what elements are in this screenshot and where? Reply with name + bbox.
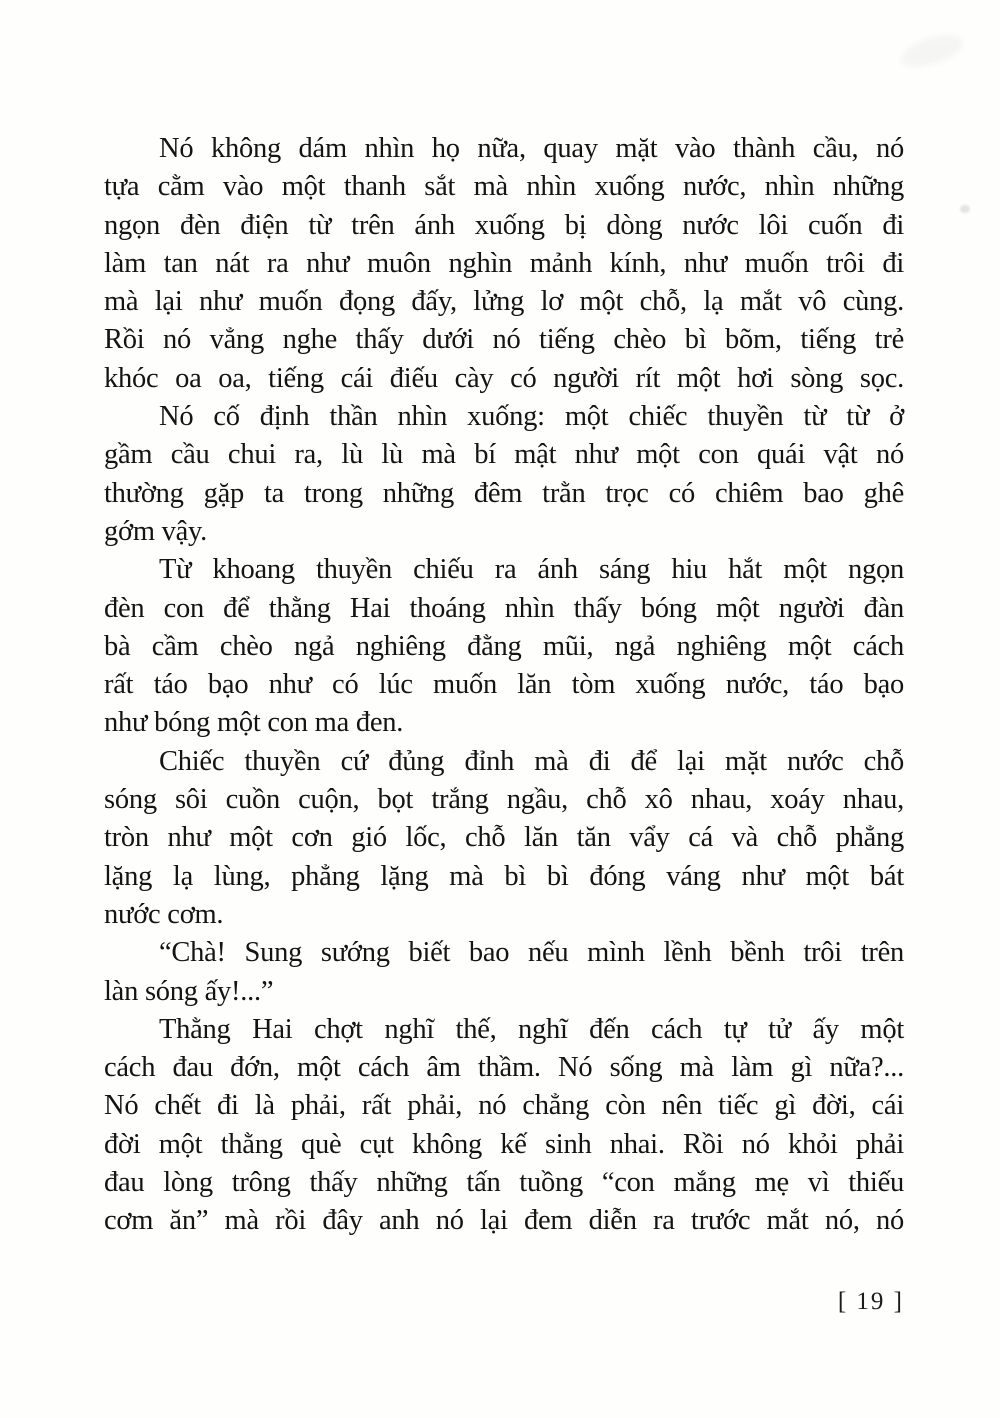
text-line: tựa cằm vào một thanh sắt mà nhìn xuống nước, nhìn những xyxy=(104,171,904,203)
text-line: sóng sôi cuồn cuộn, bọt trắng ngầu, chỗ xô nhau, xoáy nhau, xyxy=(104,784,904,816)
text-line: Thằng Hai chợt nghĩ thế, nghĩ đến cách tự tử ấy một xyxy=(159,1013,904,1045)
page-number: [ 19 ] xyxy=(837,1288,904,1315)
text-line: như bóng một con ma đen. xyxy=(104,707,404,739)
paragraph xyxy=(104,551,904,742)
text-line: cơm ăn” mà rồi đây anh nó lại đem diễn ra trước mắt nó, nó xyxy=(104,1205,904,1237)
text-line: đèn con để thằng Hai thoáng nhìn thấy bóng một người đàn xyxy=(104,592,904,624)
text-line: Nó cố định thần nhìn xuống: một chiếc thuyền từ từ ở xyxy=(159,401,904,433)
text-line: Nó không dám nhìn họ nữa, quay mặt vào thành cầu, nó xyxy=(159,133,904,164)
text-line: tròn như một cơn gió lốc, chỗ lăn tăn vẩy cá và chỗ phẳng xyxy=(104,822,904,854)
scan-artifact xyxy=(898,29,967,74)
text-line: gầm cầu chui ra, lù lù mà bí mật như một con quái vật nó xyxy=(104,439,904,471)
text-line: bà cầm chèo ngả nghiêng đằng mũi, ngả nghiêng một cách xyxy=(104,630,904,662)
text-line: làn sóng ấy!...” xyxy=(104,975,274,1007)
text-line: cách đau đớn, một cách âm thầm. Nó sống mà làm gì nữa?... xyxy=(104,1052,904,1084)
text-line: khóc oa oa, tiếng cái điếu cày có người rít một hơi sòng sọc. xyxy=(104,362,904,394)
text-line: nước cơm. xyxy=(104,898,224,930)
text-line: Rồi nó vẳng nghe thấy dưới nó tiếng chèo bì bõm, tiếng trẻ xyxy=(104,324,904,356)
text-line: Chiếc thuyền cứ đủng đỉnh mà đi để lại mặt nước chỗ xyxy=(159,745,904,777)
text-line: Nó chết đi là phải, rất phải, nó chẳng còn nên tiếc gì đời, cái xyxy=(104,1090,904,1122)
text-line: gớm vậy. xyxy=(104,515,208,547)
text-line: Từ khoang thuyền chiếu ra ánh sáng hiu hắt một ngọn xyxy=(159,554,904,586)
paragraph xyxy=(104,1011,904,1241)
text-line: đau lòng trông thấy những tấn tuồng “con mắng mẹ vì thiếu xyxy=(104,1167,904,1199)
text-line: “Chà! Sung sướng biết bao nếu mình lềnh bềnh trôi trên xyxy=(159,937,904,969)
paragraph xyxy=(104,398,904,551)
paragraph xyxy=(104,743,904,934)
scan-artifact xyxy=(960,205,970,213)
text-block xyxy=(104,130,904,1241)
text-line: lặng lạ lùng, phẳng lặng mà bì bì đóng váng như một bát xyxy=(104,860,904,892)
paragraph xyxy=(104,130,904,398)
text-line: đời một thằng què cụt không kế sinh nhai. Rồi nó khỏi phải xyxy=(104,1128,904,1160)
text-line: rất táo bạo như có lúc muốn lăn tòm xuống nước, táo bạo xyxy=(104,669,904,701)
text-line: thường gặp ta trong những đêm trằn trọc có chiêm bao ghê xyxy=(104,477,904,509)
text-line: ngọn đèn điện từ trên ánh xuống bị dòng nước lôi cuốn đi xyxy=(104,209,904,241)
text-line: làm tan nát ra như muôn nghìn mảnh kính, như muốn trôi đi xyxy=(104,247,904,279)
paragraph xyxy=(104,934,904,1011)
text-line: mà lại như muốn đọng đấy, lửng lơ một chỗ, lạ mắt vô cùng. xyxy=(104,286,904,318)
